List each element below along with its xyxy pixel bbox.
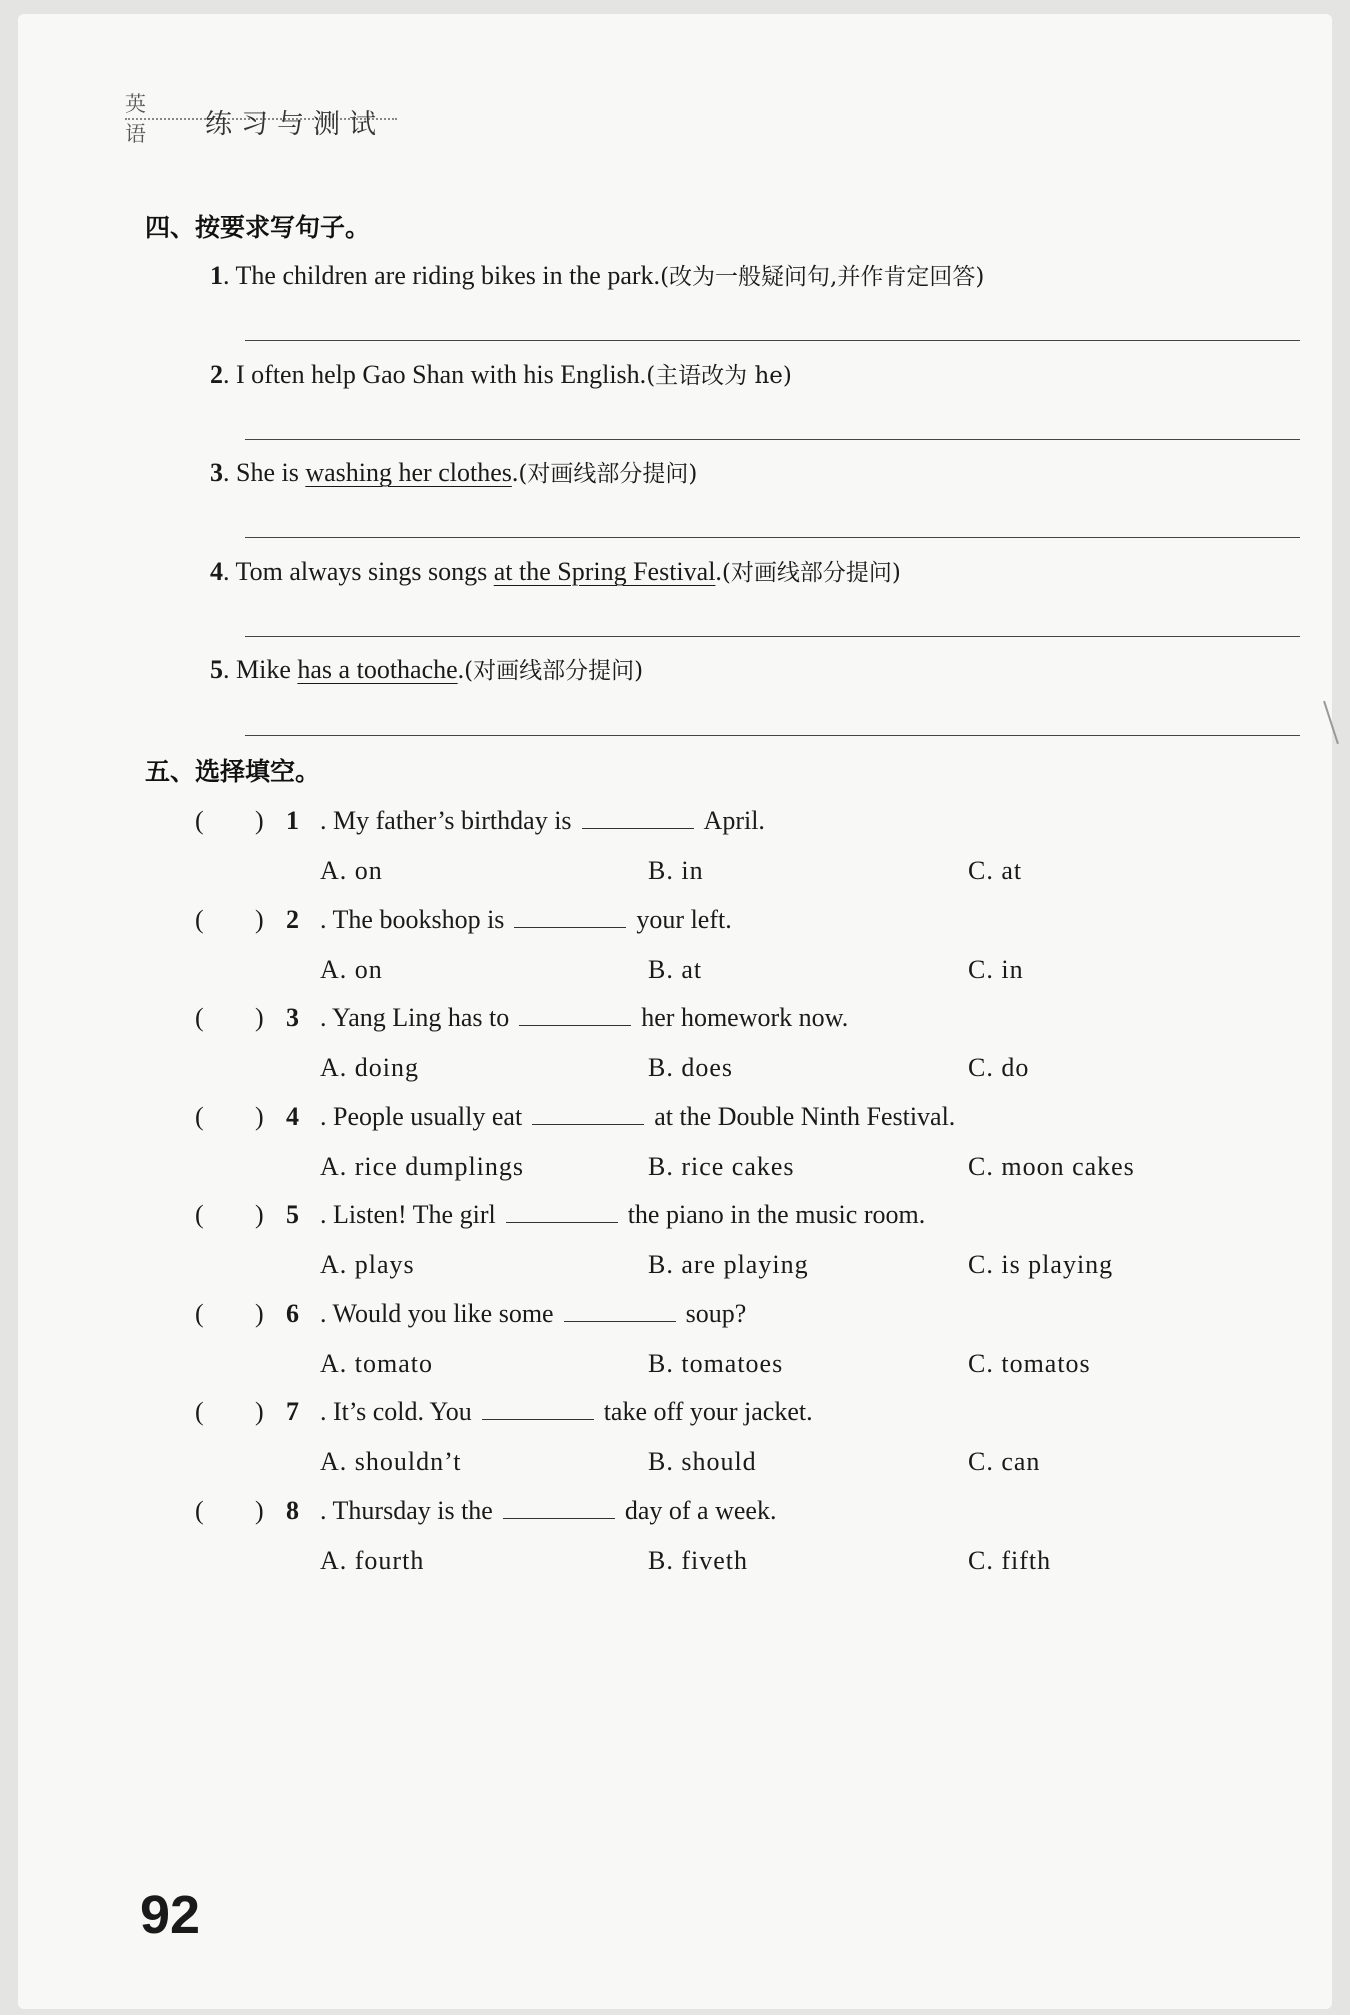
question-sentence bbox=[320, 1200, 925, 1230]
item-sentence-end: . bbox=[715, 557, 722, 586]
item-instruction: (对画线部分提问) bbox=[464, 658, 644, 684]
question-sentence bbox=[320, 1397, 813, 1427]
option-c[interactable]: C. can bbox=[968, 1447, 1041, 1476]
answer-line[interactable] bbox=[245, 735, 1300, 736]
item-instruction: (改为一般疑问句,并作肯定回答) bbox=[660, 264, 985, 290]
question-text-after-blank: April. bbox=[703, 806, 765, 835]
fill-in-blank[interactable] bbox=[514, 907, 626, 928]
question-text-before-blank: . People usually eat bbox=[320, 1102, 523, 1131]
fill-in-blank[interactable] bbox=[482, 1399, 594, 1420]
question-text-before-blank: . Yang Ling has to bbox=[320, 1003, 510, 1032]
answer-paren-close[interactable]: ) bbox=[255, 1003, 264, 1032]
sentence-item-2 bbox=[210, 357, 1310, 390]
answer-paren-open[interactable]: ( bbox=[195, 1102, 204, 1131]
option-a[interactable]: A. doing bbox=[320, 1053, 419, 1082]
item-instruction: (主语改为 he) bbox=[646, 363, 792, 389]
option-a[interactable]: A. on bbox=[320, 955, 383, 984]
answer-line[interactable] bbox=[245, 439, 1300, 440]
question-number: 2 bbox=[286, 905, 299, 934]
option-a[interactable]: A. shouldn’t bbox=[320, 1447, 462, 1476]
option-b[interactable]: B. fiveth bbox=[648, 1546, 748, 1575]
sentence-item-4 bbox=[210, 554, 1310, 587]
underlined-phrase: washing her clothes bbox=[305, 458, 512, 487]
fill-in-blank[interactable] bbox=[582, 808, 694, 829]
option-c[interactable]: C. is playing bbox=[968, 1250, 1114, 1279]
answer-paren-close[interactable]: ) bbox=[255, 905, 264, 934]
question-text-after-blank: the piano in the music room. bbox=[627, 1200, 926, 1229]
subject-label: 英语 bbox=[125, 92, 149, 146]
answer-paren-close[interactable]: ) bbox=[255, 1397, 264, 1426]
answer-paren-open[interactable]: ( bbox=[195, 1003, 204, 1032]
section-4-heading: 四、按要求写句子。 bbox=[145, 213, 371, 242]
sentence-item-3 bbox=[210, 455, 1310, 488]
item-sentence: . The children are riding bikes in the park. bbox=[223, 261, 661, 290]
question-sentence bbox=[320, 1496, 776, 1526]
question-sentence bbox=[320, 806, 765, 836]
answer-paren-open[interactable]: ( bbox=[195, 1397, 204, 1426]
question-text-after-blank: your left. bbox=[636, 905, 732, 934]
option-a[interactable]: A. plays bbox=[320, 1250, 415, 1279]
question-text-before-blank: . The bookshop is bbox=[320, 905, 505, 934]
option-a[interactable]: A. fourth bbox=[320, 1546, 425, 1575]
answer-paren-open[interactable]: ( bbox=[195, 905, 204, 934]
item-sentence: . I often help Gao Shan with his English. bbox=[223, 360, 647, 389]
item-instruction: (对画线部分提问) bbox=[721, 560, 901, 586]
question-number: 1 bbox=[286, 806, 299, 835]
question-text-after-blank: take off your jacket. bbox=[603, 1397, 813, 1426]
item-number: 5 bbox=[210, 655, 223, 684]
option-c[interactable]: C. moon cakes bbox=[968, 1152, 1135, 1181]
answer-paren-open[interactable]: ( bbox=[195, 1496, 204, 1525]
option-a[interactable]: A. tomato bbox=[320, 1349, 433, 1378]
answer-paren-close[interactable]: ) bbox=[255, 1496, 264, 1525]
question-text-after-blank: her homework now. bbox=[641, 1003, 849, 1032]
answer-paren-open[interactable]: ( bbox=[195, 806, 204, 835]
answer-paren-close[interactable]: ) bbox=[255, 806, 264, 835]
sentence-item-5 bbox=[210, 652, 1310, 685]
option-c[interactable]: C. in bbox=[968, 955, 1024, 984]
option-c[interactable]: C. at bbox=[968, 856, 1023, 885]
answer-paren-close[interactable]: ) bbox=[255, 1200, 264, 1229]
fill-in-blank[interactable] bbox=[503, 1498, 615, 1519]
answer-paren-open[interactable]: ( bbox=[195, 1299, 204, 1328]
item-instruction: (对画线部分提问) bbox=[518, 461, 698, 487]
option-b[interactable]: B. are playing bbox=[648, 1250, 809, 1279]
option-b[interactable]: B. does bbox=[648, 1053, 733, 1082]
fill-in-blank[interactable] bbox=[564, 1301, 676, 1322]
question-text-before-blank: . Would you like some bbox=[320, 1299, 554, 1328]
question-number: 5 bbox=[286, 1200, 299, 1229]
question-text-after-blank: soup? bbox=[685, 1299, 747, 1328]
item-number: 4 bbox=[210, 557, 223, 586]
fill-in-blank[interactable] bbox=[519, 1005, 631, 1026]
section-5-heading: 五、选择填空。 bbox=[145, 757, 321, 786]
item-sentence-end: . bbox=[457, 655, 465, 684]
option-a[interactable]: A. rice dumplings bbox=[320, 1152, 525, 1181]
option-b[interactable]: B. should bbox=[648, 1447, 757, 1476]
item-sentence: . She is bbox=[223, 458, 306, 487]
option-c[interactable]: C. tomatos bbox=[968, 1349, 1091, 1378]
option-b[interactable]: B. tomatoes bbox=[648, 1349, 784, 1378]
item-number: 2 bbox=[210, 360, 223, 389]
answer-paren-close[interactable]: ) bbox=[255, 1299, 264, 1328]
question-text-after-blank: day of a week. bbox=[624, 1496, 777, 1525]
item-number: 3 bbox=[210, 458, 223, 487]
question-text-after-blank: at the Double Ninth Festival. bbox=[654, 1102, 956, 1131]
fill-in-blank[interactable] bbox=[532, 1104, 644, 1125]
option-b[interactable]: B. rice cakes bbox=[648, 1152, 795, 1181]
book-title: 练习与测试 bbox=[205, 109, 385, 140]
question-sentence bbox=[320, 905, 732, 935]
question-number: 4 bbox=[286, 1102, 299, 1131]
answer-line[interactable] bbox=[245, 537, 1300, 538]
question-number: 6 bbox=[286, 1299, 299, 1328]
sentence-item-1 bbox=[210, 258, 1310, 291]
item-number: 1 bbox=[210, 261, 223, 290]
question-text-before-blank: . It’s cold. You bbox=[320, 1397, 472, 1426]
answer-paren-close[interactable]: ) bbox=[255, 1102, 264, 1131]
fill-in-blank[interactable] bbox=[506, 1202, 618, 1223]
question-text-before-blank: . Thursday is the bbox=[320, 1496, 493, 1525]
question-text-before-blank: . Listen! The girl bbox=[320, 1200, 496, 1229]
option-a[interactable]: A. on bbox=[320, 856, 383, 885]
answer-line[interactable] bbox=[245, 636, 1300, 637]
question-number: 3 bbox=[286, 1003, 299, 1032]
question-sentence bbox=[320, 1102, 955, 1132]
option-b[interactable]: B. at bbox=[648, 955, 703, 984]
page-number: 92 bbox=[140, 1885, 201, 1945]
underlined-phrase: has a toothache bbox=[297, 655, 458, 684]
item-sentence: . Tom always sings songs bbox=[223, 557, 494, 586]
option-b[interactable]: B. in bbox=[648, 856, 704, 885]
question-number: 8 bbox=[286, 1496, 299, 1525]
item-sentence-end: . bbox=[511, 458, 519, 487]
question-sentence bbox=[320, 1299, 746, 1329]
question-text-before-blank: . My father’s birthday is bbox=[320, 806, 572, 835]
answer-paren-open[interactable]: ( bbox=[195, 1200, 204, 1229]
question-sentence bbox=[320, 1003, 848, 1033]
answer-line[interactable] bbox=[245, 340, 1300, 341]
option-c[interactable]: C. fifth bbox=[968, 1546, 1052, 1575]
underlined-phrase: at the Spring Festival bbox=[493, 557, 716, 586]
question-number: 7 bbox=[286, 1397, 299, 1426]
option-c[interactable]: C. do bbox=[968, 1053, 1030, 1082]
item-sentence: . Mike bbox=[223, 655, 298, 684]
